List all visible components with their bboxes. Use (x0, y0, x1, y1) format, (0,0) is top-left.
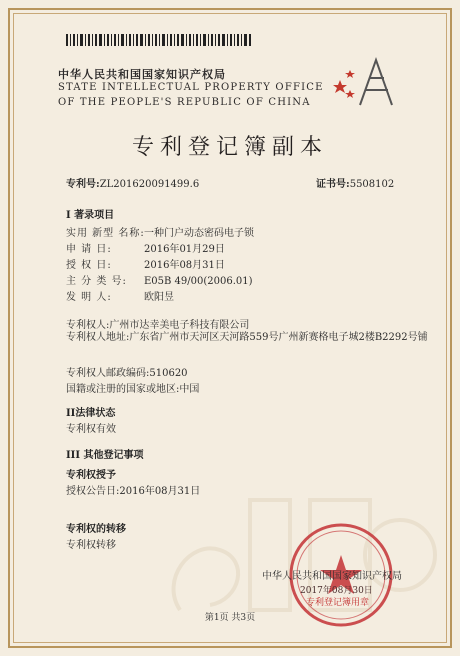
field-grant-date: 授 权 日: 2016年08月31日 (66, 260, 225, 271)
grant-title: 专利权授予 (66, 470, 116, 481)
certificate-number-label: 证书号: (316, 179, 350, 190)
grant-text: 授权公告日:2016年08月31日 (66, 486, 201, 497)
section-bibliographic: I 著录项目 (66, 210, 115, 221)
holder-name: 专利权人:广州市达幸美电子科技有限公司 (66, 320, 250, 331)
patent-number-label: 专利号: (66, 179, 100, 190)
field-application-date: 申 请 日: 2016年01月29日 (66, 244, 225, 255)
field-inventor: 发 明 人: 欧阳昱 (66, 292, 174, 303)
transfer-text: 专利权转移 (66, 540, 116, 551)
seal-label: 专利登记簿用章 (306, 598, 370, 608)
patent-number (66, 175, 199, 190)
field-utility-model-name: 实用 新型 名称:一种门户动态密码电子锁 (66, 228, 254, 239)
patent-number-value: ZL201620091499.6 (99, 179, 200, 190)
page-number: 第1页 共3页 (204, 613, 256, 623)
legal-status-value: 专利权有效 (66, 424, 116, 435)
certificate-number-value: 5508102 (349, 179, 395, 190)
org-name-en-line2: OF THE PEOPLE'S REPUBLIC OF CHINA (58, 97, 311, 108)
holder-country: 国籍或注册的国家或地区:中国 (66, 384, 200, 395)
document-title: 专利登记簿副本 (131, 135, 328, 160)
transfer-title: 专利权的转移 (66, 524, 126, 535)
holder-postcode: 专利权人邮政编码:510620 (66, 368, 188, 379)
org-name-cn: 中华人民共和国国家知识产权局 (58, 68, 226, 81)
issuer-name: 中华人民共和国国家知识产权局 (262, 571, 402, 582)
sipo-logo-icon (330, 50, 402, 110)
issue-date: 2017年08月30日 (300, 586, 373, 596)
certificate-number (316, 175, 394, 190)
holder-address: 专利权人地址:广东省广州市天河区天河路559号广州新赛格电子城2楼B2292号铺 (66, 332, 428, 343)
section-other-registrations: III 其他登记事项 (66, 450, 144, 461)
org-name-en-line1: STATE INTELLECTUAL PROPERTY OFFICE (58, 82, 324, 93)
barcode-icon (66, 34, 252, 46)
field-main-classification: 主 分 类 号: E05B 49/00(2006.01) (66, 276, 253, 287)
section-legal-status: II法律状态 (66, 408, 116, 419)
